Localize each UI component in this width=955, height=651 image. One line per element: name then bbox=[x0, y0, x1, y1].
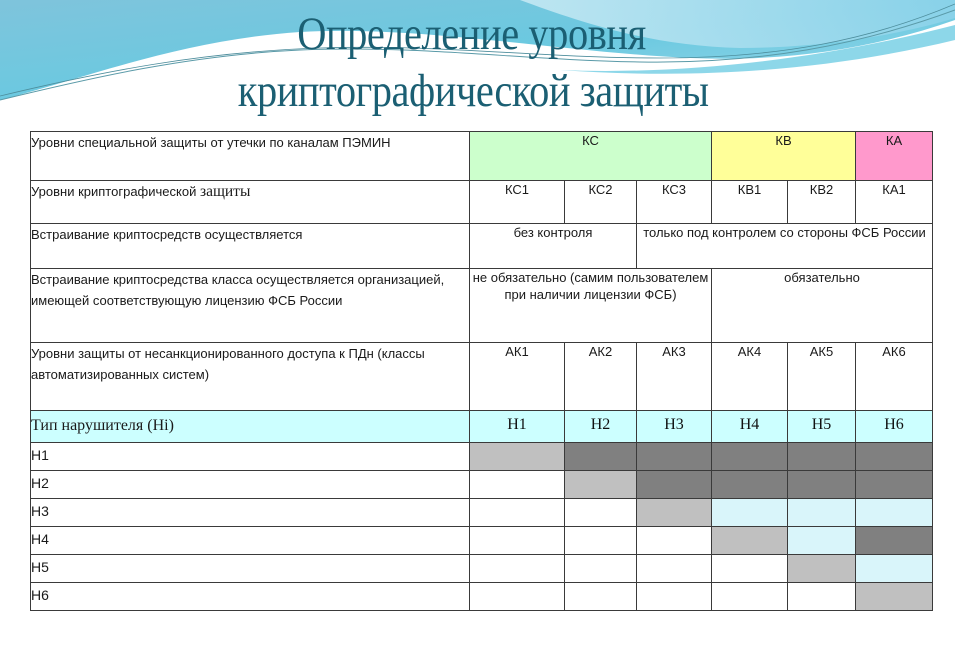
label-part-serif: защиты bbox=[199, 183, 251, 200]
title-line-1: Определение уровня bbox=[297, 8, 646, 60]
matrix-row-label: Н1 bbox=[31, 443, 470, 471]
matrix-cell-dark bbox=[712, 471, 788, 499]
matrix-row bbox=[31, 555, 933, 583]
matrix-cell-empty bbox=[637, 527, 712, 555]
row-nsd-levels bbox=[31, 343, 933, 411]
matrix-cell-empty bbox=[565, 583, 637, 611]
level-kv1: КВ1 bbox=[712, 181, 788, 224]
matrix-row bbox=[31, 583, 933, 611]
title-line-2: криптографической защиты bbox=[237, 65, 709, 117]
class-ak4: АК4 bbox=[712, 343, 788, 411]
license-optional: не обязательно (самим пользователем при наличии лицензии ФСБ) bbox=[470, 269, 712, 343]
matrix-row-label: Н6 bbox=[31, 583, 470, 611]
matrix-cell-empty bbox=[637, 583, 712, 611]
row-label-pemin: Уровни специальной защиты от утечки по каналам ПЭМИН bbox=[31, 132, 470, 181]
row-license bbox=[31, 269, 933, 343]
matrix-cell-empty bbox=[637, 555, 712, 583]
group-ka: КА bbox=[856, 132, 933, 181]
row-label-violator: Тип нарушителя (Hi) bbox=[31, 411, 470, 443]
level-ks2: КС2 bbox=[565, 181, 637, 224]
group-kv: КВ bbox=[712, 132, 856, 181]
row-label-nsd: Уровни защиты от несанкционированного доступа к ПДн (классы автоматизированных систем) bbox=[31, 343, 470, 411]
matrix-cell-light bbox=[788, 555, 856, 583]
level-kv2: КВ2 bbox=[788, 181, 856, 224]
matrix-cell-dark bbox=[856, 527, 933, 555]
embedding-fsb-control: только под контролем со стороны ФСБ России bbox=[637, 224, 933, 269]
page-title bbox=[67, 6, 888, 120]
matrix-cell-empty bbox=[712, 555, 788, 583]
matrix-cell-light bbox=[565, 471, 637, 499]
license-mandatory: обязательно bbox=[712, 269, 933, 343]
matrix-row-label: Н2 bbox=[31, 471, 470, 499]
matrix-cell-cyan bbox=[856, 555, 933, 583]
row-label-license: Встраивание криптосредства класса осуществляется организацией, имеющей соответствующую лицензию ФСБ России bbox=[31, 269, 470, 343]
matrix-row bbox=[31, 527, 933, 555]
matrix-row-label: Н3 bbox=[31, 499, 470, 527]
row-crypto-levels bbox=[31, 181, 933, 224]
row-violator-types bbox=[31, 411, 933, 443]
violator-h4: Н4 bbox=[712, 411, 788, 443]
violator-h5: Н5 bbox=[788, 411, 856, 443]
matrix-row bbox=[31, 443, 933, 471]
class-ak5: АК5 bbox=[788, 343, 856, 411]
violator-h2: Н2 bbox=[565, 411, 637, 443]
row-pemin-levels bbox=[31, 132, 933, 181]
matrix-cell-dark bbox=[856, 471, 933, 499]
matrix-cell-empty bbox=[565, 555, 637, 583]
matrix-cell-empty bbox=[470, 583, 565, 611]
violator-matrix bbox=[31, 443, 933, 611]
level-ks1: КС1 bbox=[470, 181, 565, 224]
matrix-cell-empty bbox=[470, 499, 565, 527]
group-ks: КС bbox=[470, 132, 712, 181]
matrix-cell-empty bbox=[470, 471, 565, 499]
matrix-row-label: Н4 bbox=[31, 527, 470, 555]
violator-h1: Н1 bbox=[470, 411, 565, 443]
matrix-cell-empty bbox=[565, 527, 637, 555]
matrix-cell-dark bbox=[637, 443, 712, 471]
row-label-crypto-levels bbox=[31, 181, 470, 224]
embedding-without-control: без контроля bbox=[470, 224, 637, 269]
matrix-cell-cyan bbox=[712, 499, 788, 527]
matrix-cell-empty bbox=[565, 499, 637, 527]
matrix-cell-dark bbox=[565, 443, 637, 471]
matrix-cell-light bbox=[856, 583, 933, 611]
matrix-cell-dark bbox=[788, 443, 856, 471]
row-embedding bbox=[31, 224, 933, 269]
matrix-cell-light bbox=[637, 499, 712, 527]
matrix-row bbox=[31, 499, 933, 527]
class-ak1: АК1 bbox=[470, 343, 565, 411]
level-ks3: КС3 bbox=[637, 181, 712, 224]
label-part-sans: Уровни криптографической bbox=[31, 184, 200, 199]
matrix-cell-empty bbox=[712, 583, 788, 611]
crypto-protection-table bbox=[30, 131, 933, 611]
matrix-cell-dark bbox=[637, 471, 712, 499]
matrix-cell-dark bbox=[788, 471, 856, 499]
matrix-row bbox=[31, 471, 933, 499]
matrix-cell-empty bbox=[788, 583, 856, 611]
matrix-cell-light bbox=[470, 443, 565, 471]
violator-h3: Н3 bbox=[637, 411, 712, 443]
matrix-cell-light bbox=[712, 527, 788, 555]
matrix-cell-dark bbox=[712, 443, 788, 471]
violator-h6: Н6 bbox=[856, 411, 933, 443]
row-label-embedding: Встраивание криптосредств осуществляется bbox=[31, 224, 470, 269]
class-ak3: АК3 bbox=[637, 343, 712, 411]
matrix-cell-dark bbox=[856, 443, 933, 471]
matrix-cell-cyan bbox=[788, 527, 856, 555]
matrix-row-label: Н5 bbox=[31, 555, 470, 583]
matrix-cell-cyan bbox=[856, 499, 933, 527]
matrix-cell-empty bbox=[470, 527, 565, 555]
class-ak6: АК6 bbox=[856, 343, 933, 411]
class-ak2: АК2 bbox=[565, 343, 637, 411]
matrix-cell-cyan bbox=[788, 499, 856, 527]
level-ka1: КА1 bbox=[856, 181, 933, 224]
matrix-cell-empty bbox=[470, 555, 565, 583]
